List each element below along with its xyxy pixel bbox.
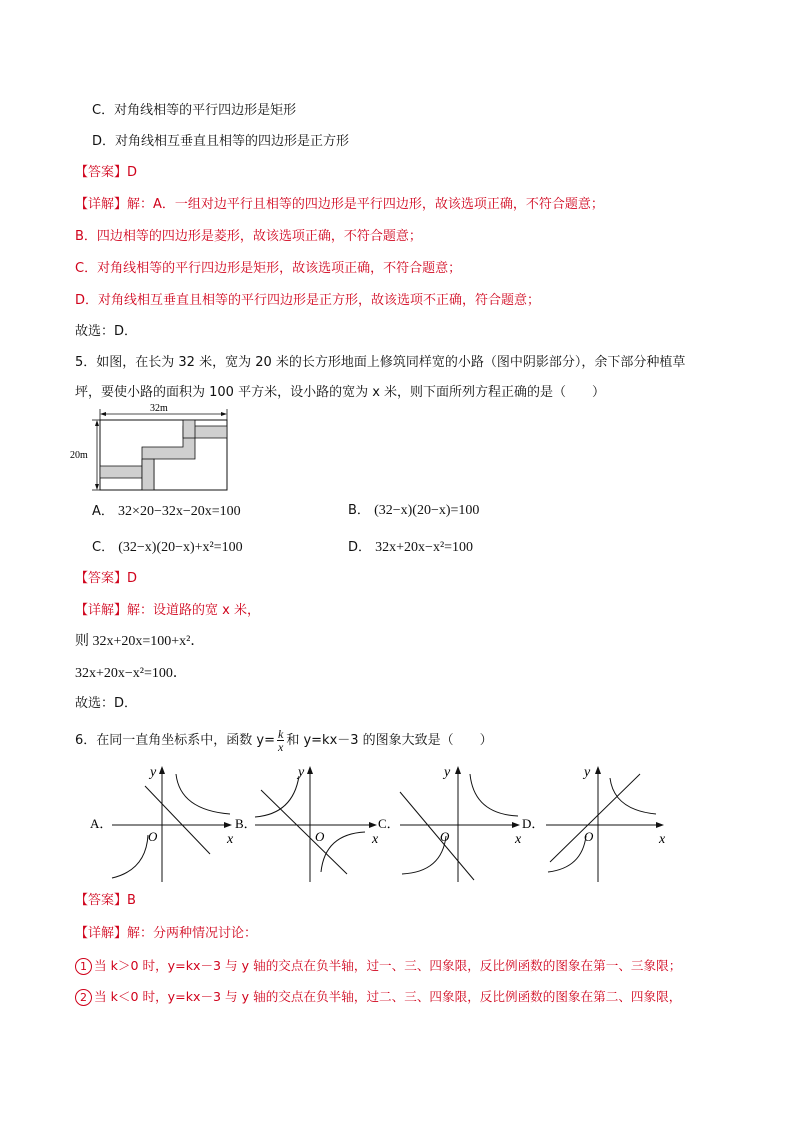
answer-line-q5 xyxy=(75,570,137,588)
height-label: 20m xyxy=(70,450,88,461)
detail-text: 解：A．一组对边平行且相等的四边形是平行四边形，故该选项正确，不符合题意； xyxy=(127,197,604,212)
detail-line: D．对角线相互垂直且相等的平行四边形是正方形，故该选项不正确，符合题意； xyxy=(75,293,541,308)
question-6-stem: 6．在同一直角坐标系中，函数 y= $\frac{k}{x}$ 和 y=kx－3 的图象大致是（ ） xyxy=(75,727,493,754)
case-2-line: 2 当 k＜0 时，y=kx－3 与 y 轴的交点在负半轴，过二、三、四象限，反比例函数的图象在第二、四象限， xyxy=(75,988,681,1006)
option-d: D． 32x+20x−x²=100 xyxy=(348,540,474,555)
svg-text:O: O xyxy=(315,829,325,844)
graph-option-c xyxy=(378,762,528,887)
detail-line-q5 xyxy=(75,602,260,620)
question-5-stem: 坪，要使小路的面积为 100 平方米，设小路的宽为 x 米，则下面所列方程正确的是（ ） xyxy=(75,385,606,400)
detail-line: B．四边相等的四边形是菱形，故该选项正确，不符合题意； xyxy=(75,229,422,244)
answer-value: D xyxy=(127,571,138,586)
detail-text: 解：设道路的宽 x 米， xyxy=(127,603,260,618)
choose-line: 故选：D． xyxy=(75,324,138,339)
circled-number-2: 2 xyxy=(75,989,92,1006)
graph-option-a xyxy=(90,762,240,887)
svg-text:x: x xyxy=(227,832,234,847)
detail-line-q4 xyxy=(75,196,604,214)
question-5-stem: 5．如图，在长为 32 米，宽为 20 米的长方形地面上修筑同样宽的小路（图中阴影部分），余下部分种植草 xyxy=(75,355,686,370)
option-b: B． (32−x)(20−x)=100 xyxy=(348,503,480,518)
detail-line-q6 xyxy=(75,925,257,943)
answer-tag: 【答案】 xyxy=(75,571,128,586)
svg-text:y: y xyxy=(298,765,305,780)
circled-number-1: 1 xyxy=(75,958,92,975)
option-c-text: C．对角线相等的平行四边形是矩形 xyxy=(92,103,297,118)
svg-text:x: x xyxy=(515,832,522,847)
detail-equation: 则 32x+20x=100+x²． xyxy=(75,634,205,649)
svg-text:x: x xyxy=(659,832,666,847)
svg-text:y: y xyxy=(584,765,591,780)
answer-value: D xyxy=(127,165,138,180)
detail-line: C．对角线相等的平行四边形是矩形，故该选项正确，不符合题意； xyxy=(75,261,462,276)
svg-text:O: O xyxy=(148,829,158,844)
detail-equation: 32x+20x−x²=100． xyxy=(75,666,187,681)
graph-label: D． xyxy=(522,816,545,831)
graph-label: B． xyxy=(235,816,257,831)
detail-tag: 【详解】 xyxy=(75,603,128,618)
svg-text:O: O xyxy=(584,829,594,844)
graph-option-d xyxy=(522,762,672,887)
option-d-text: D．对角线相互垂直且相等的四边形是正方形 xyxy=(92,134,350,149)
svg-text:O: O xyxy=(440,829,450,844)
case-1-line: 1 当 k＞0 时，y=kx－3 与 y 轴的交点在负半轴，过一、三、四象限，反比例函数的图象在第一、三象限； xyxy=(75,957,681,975)
detail-tag: 【详解】 xyxy=(75,926,128,941)
svg-text:x: x xyxy=(372,832,379,847)
width-label: 32m xyxy=(150,404,168,414)
answer-tag: 【答案】 xyxy=(75,893,128,908)
option-c: C． (32−x)(20−x)+x²=100 xyxy=(92,540,243,555)
garden-path-figure xyxy=(70,404,240,496)
detail-text: 解：分两种情况讨论： xyxy=(127,926,258,941)
graph-label: C． xyxy=(378,816,400,831)
graph-option-b xyxy=(235,762,385,887)
choose-line: 故选：D． xyxy=(75,696,138,711)
detail-tag: 【详解】 xyxy=(75,197,128,212)
graph-label: A． xyxy=(90,816,113,831)
answer-value: B xyxy=(127,893,136,908)
answer-line-q6 xyxy=(75,892,136,910)
answer-tag: 【答案】 xyxy=(75,165,128,180)
option-a: A． 32×20−32x−20x=100 xyxy=(92,504,241,519)
svg-text:y: y xyxy=(444,765,451,780)
fraction-k-over-x: $\frac{k}{x}$ xyxy=(278,727,284,754)
answer-line-q4 xyxy=(75,164,137,182)
svg-text:y: y xyxy=(150,765,157,780)
